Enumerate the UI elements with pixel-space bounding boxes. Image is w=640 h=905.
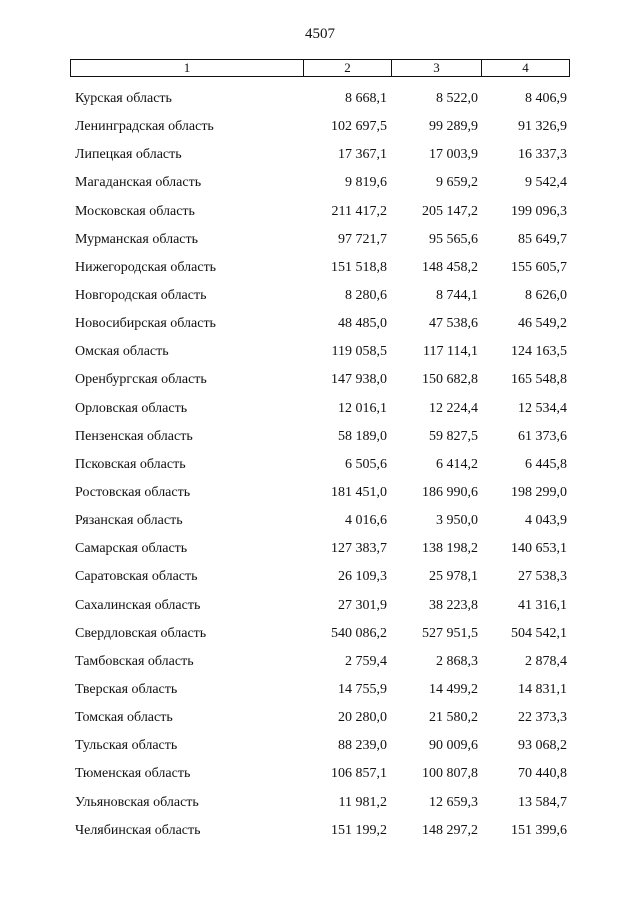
value-col3-cell: 9 659,2 [436, 175, 478, 191]
value-col3-cell: 150 682,8 [422, 372, 478, 388]
table-row [70, 338, 570, 366]
value-col2-cell: 2 759,4 [345, 653, 387, 669]
value-col2-cell: 9 819,6 [345, 175, 387, 191]
table-row [70, 592, 570, 620]
region-name-cell: Тверская область [75, 682, 178, 698]
value-col4-cell: 91 326,9 [518, 119, 567, 135]
value-col4-cell: 22 373,3 [518, 710, 567, 726]
table-row [70, 254, 570, 282]
page-number: 4507 [305, 26, 335, 42]
table-row [70, 789, 570, 817]
value-col3-cell: 100 807,8 [422, 766, 478, 782]
region-name-cell: Псковская область [75, 456, 186, 472]
table-row [70, 451, 570, 479]
region-name-cell: Свердловская область [75, 625, 207, 641]
table-row [70, 648, 570, 676]
value-col2-cell: 20 280,0 [338, 710, 387, 726]
value-col4-cell: 2 878,4 [525, 653, 567, 669]
table-row [70, 310, 570, 338]
region-name-cell: Самарская область [75, 541, 188, 557]
table-row [70, 366, 570, 394]
column-header-4: 4 [481, 60, 569, 76]
value-col2-cell: 106 857,1 [331, 766, 387, 782]
value-col3-cell: 148 458,2 [422, 259, 478, 275]
value-col3-cell: 12 224,4 [429, 400, 478, 416]
region-name-cell: Омская область [75, 344, 169, 360]
value-col2-cell: 151 199,2 [331, 822, 387, 838]
value-col2-cell: 181 451,0 [331, 485, 387, 501]
value-col3-cell: 148 297,2 [422, 822, 478, 838]
value-col2-cell: 14 755,9 [338, 682, 387, 698]
value-col3-cell: 95 565,6 [429, 231, 478, 247]
region-name-cell: Сахалинская область [75, 597, 201, 613]
value-col4-cell: 8 626,0 [525, 288, 567, 304]
region-name-cell: Томская область [75, 710, 173, 726]
value-col4-cell: 13 584,7 [518, 794, 567, 810]
value-col2-cell: 8 668,1 [345, 91, 387, 107]
value-col4-cell: 6 445,8 [525, 456, 567, 472]
value-col2-cell: 119 058,5 [331, 344, 387, 360]
value-col4-cell: 70 440,8 [518, 766, 567, 782]
value-col3-cell: 17 003,9 [429, 147, 478, 163]
value-col2-cell: 102 697,5 [331, 119, 387, 135]
table-row [70, 817, 570, 845]
region-name-cell: Ленинградская область [75, 119, 214, 135]
value-col2-cell: 58 189,0 [338, 428, 387, 444]
value-col4-cell: 199 096,3 [511, 203, 567, 219]
table-body [70, 85, 570, 845]
value-col4-cell: 61 373,6 [518, 428, 567, 444]
region-name-cell: Ростовская область [75, 485, 191, 501]
value-col3-cell: 38 223,8 [429, 597, 478, 613]
table-row [70, 760, 570, 788]
table-row [70, 479, 570, 507]
value-col4-cell: 27 538,3 [518, 569, 567, 585]
table-row [70, 395, 570, 423]
column-header-1: 1 [183, 60, 191, 75]
table-row [70, 198, 570, 226]
region-name-cell: Пензенская область [75, 428, 193, 444]
column-header-3: 3 [391, 60, 481, 76]
value-col3-cell: 25 978,1 [429, 569, 478, 585]
table-row [70, 507, 570, 535]
region-name-cell: Тамбовская область [75, 653, 194, 669]
table-row [70, 141, 570, 169]
value-col4-cell: 85 649,7 [518, 231, 567, 247]
value-col3-cell: 6 414,2 [436, 456, 478, 472]
value-col3-cell: 3 950,0 [436, 513, 478, 529]
value-col3-cell: 21 580,2 [429, 710, 478, 726]
value-col3-cell: 12 659,3 [429, 794, 478, 810]
table-row [70, 282, 570, 310]
value-col4-cell: 8 406,9 [525, 91, 567, 107]
value-col3-cell: 205 147,2 [422, 203, 478, 219]
value-col2-cell: 8 280,6 [345, 288, 387, 304]
table-row [70, 85, 570, 113]
table-row [70, 423, 570, 451]
value-col4-cell: 41 316,1 [518, 597, 567, 613]
value-col2-cell: 88 239,0 [338, 738, 387, 754]
table-row [70, 563, 570, 591]
region-name-cell: Новгородская область [75, 288, 207, 304]
region-name-cell: Саратовская область [75, 569, 198, 585]
data-table [70, 59, 570, 845]
value-col2-cell: 6 505,6 [345, 456, 387, 472]
table-row [70, 169, 570, 197]
table-row [70, 704, 570, 732]
value-col3-cell: 2 868,3 [436, 653, 478, 669]
value-col3-cell: 186 990,6 [422, 485, 478, 501]
value-col2-cell: 151 518,8 [331, 259, 387, 275]
value-col3-cell: 90 009,6 [429, 738, 478, 754]
value-col2-cell: 12 016,1 [338, 400, 387, 416]
value-col3-cell: 8 522,0 [436, 91, 478, 107]
value-col4-cell: 155 605,7 [511, 259, 567, 275]
region-name-cell: Челябинская область [75, 822, 201, 838]
table-row [70, 113, 570, 141]
value-col2-cell: 540 086,2 [331, 625, 387, 641]
region-name-cell: Оренбургская область [75, 372, 207, 388]
table-row [70, 732, 570, 760]
value-col4-cell: 9 542,4 [525, 175, 567, 191]
value-col3-cell: 99 289,9 [429, 119, 478, 135]
region-name-cell: Курская область [75, 91, 172, 107]
value-col2-cell: 17 367,1 [338, 147, 387, 163]
table-row [70, 620, 570, 648]
value-col2-cell: 27 301,9 [338, 597, 387, 613]
value-col4-cell: 46 549,2 [518, 316, 567, 332]
region-name-cell: Московская область [75, 203, 195, 219]
column-header-2: 2 [303, 60, 391, 76]
value-col2-cell: 211 417,2 [331, 203, 387, 219]
value-col4-cell: 93 068,2 [518, 738, 567, 754]
region-name-cell: Нижегородская область [75, 259, 217, 275]
value-col2-cell: 127 383,7 [331, 541, 387, 557]
value-col2-cell: 48 485,0 [338, 316, 387, 332]
value-col4-cell: 4 043,9 [525, 513, 567, 529]
value-col3-cell: 8 744,1 [436, 288, 478, 304]
value-col4-cell: 151 399,6 [511, 822, 567, 838]
value-col3-cell: 527 951,5 [422, 625, 478, 641]
value-col2-cell: 4 016,6 [345, 513, 387, 529]
value-col4-cell: 12 534,4 [518, 400, 567, 416]
value-col3-cell: 14 499,2 [429, 682, 478, 698]
region-name-cell: Новосибирская область [75, 316, 216, 332]
value-col2-cell: 147 938,0 [331, 372, 387, 388]
value-col4-cell: 140 653,1 [511, 541, 567, 557]
table-row [70, 535, 570, 563]
table-row [70, 676, 570, 704]
region-name-cell: Липецкая область [75, 147, 182, 163]
region-name-cell: Орловская область [75, 400, 188, 416]
region-name-cell: Тюменская область [75, 766, 191, 782]
value-col3-cell: 47 538,6 [429, 316, 478, 332]
region-name-cell: Мурманская область [75, 231, 199, 247]
value-col2-cell: 97 721,7 [338, 231, 387, 247]
table-row [70, 226, 570, 254]
value-col4-cell: 198 299,0 [511, 485, 567, 501]
region-name-cell: Магаданская область [75, 175, 202, 191]
value-col4-cell: 165 548,8 [511, 372, 567, 388]
value-col2-cell: 11 981,2 [338, 794, 387, 810]
value-col2-cell: 26 109,3 [338, 569, 387, 585]
region-name-cell: Тульская область [75, 738, 178, 754]
value-col3-cell: 138 198,2 [422, 541, 478, 557]
value-col3-cell: 117 114,1 [423, 344, 478, 360]
table-header-row [70, 59, 570, 77]
value-col4-cell: 124 163,5 [511, 344, 567, 360]
value-col4-cell: 504 542,1 [511, 625, 567, 641]
value-col4-cell: 16 337,3 [518, 147, 567, 163]
value-col3-cell: 59 827,5 [429, 428, 478, 444]
value-col4-cell: 14 831,1 [518, 682, 567, 698]
region-name-cell: Ульяновская область [75, 794, 199, 810]
region-name-cell: Рязанская область [75, 513, 183, 529]
